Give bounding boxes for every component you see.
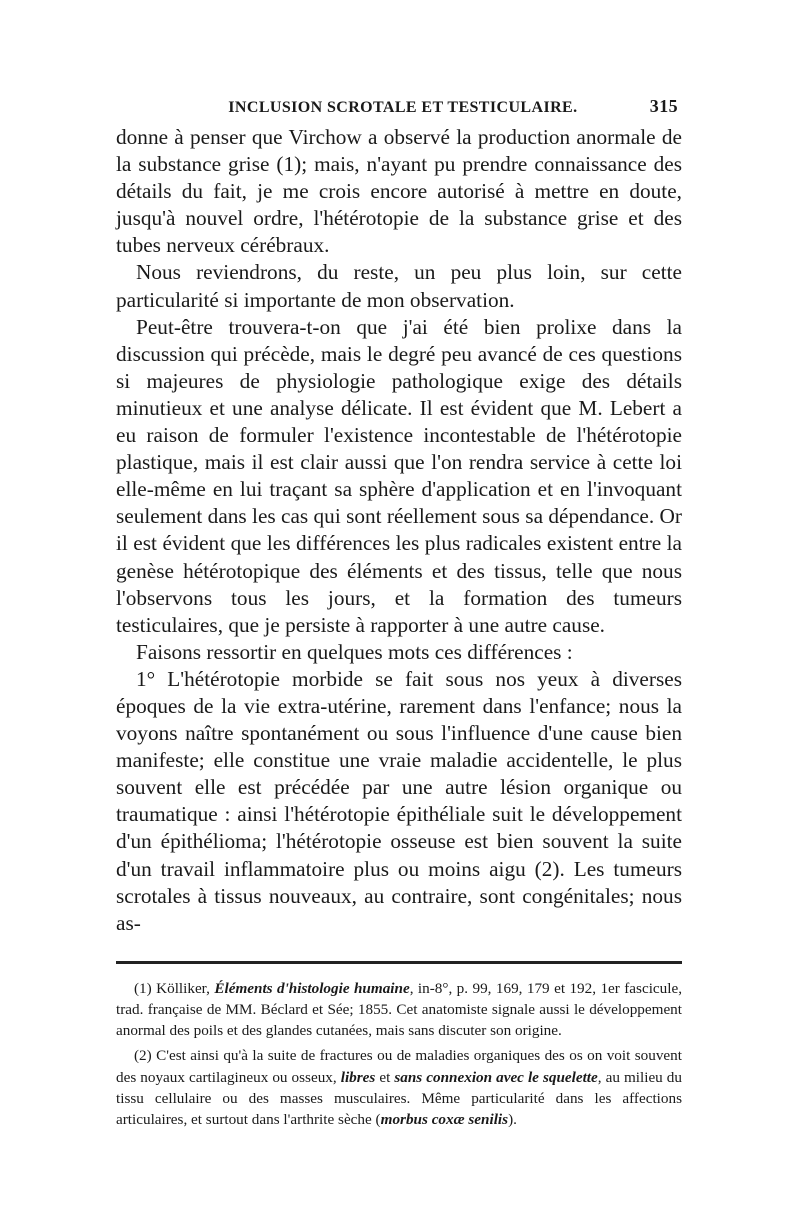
paragraph: Peut-être trouvera-t-on que j'ai été bien prolixe dans la discussion qui précède, mais le degré peu avancé de ces questions si majeures de physiologie pathologique exige des détails minutieux et une analyse délicate. Il est évident que M. Lebert a eu raison de formuler l'existence incontestable de l'hétérotopie plastique, mais il est clair aussi que l'on rendra service à cette loi elle-même en lui traçant sa sphère d'application et en l'invoquant seulement dans les cas qui sont réellement sous sa dépendance. Or il est évident que les différences les plus radicales existent entre la genèse hétérotopique des éléments et des tissus, telle que nous l'observons tous les jours, et la formation des tumeurs testiculaires, que je persiste à rapporter à une autre cause. [116,314,682,637]
page-header [116,96,682,122]
paragraph: Nous reviendrons, du reste, un peu plus loin, sur cette particularité si importante de mon observation. [116,260,682,312]
footnote-2-part: , au milieu du tissu cellulaire ou des masses musculaires. Même particularité dans les affections articulaires, et surtout dans l'arthrite sèche ( [116,1068,682,1129]
footnote-divider [116,961,682,964]
footnote-1-title: Éléments d'histologie humaine [214,979,410,997]
paragraph: Faisons ressortir en quelques mots ces différences : [136,639,573,664]
footnote-1-part: , in-8°, p. 99, 169, 179 et 192, 1er fascicule, trad. française de MM. Béclard et Sée; 1855. Cet anatomiste signale aussi le développement anormal des poils et des glandes cutanées, mais sans discuter son origine. [116,979,683,1040]
page-number: 315 [649,96,678,116]
footnote-2-italic: libres [340,1068,376,1086]
footnote-2-part: et [375,1068,395,1086]
book-page [116,96,682,1134]
running-title: INCLUSION SCROTALE ET TESTICULAIRE. [228,99,578,116]
footnote-1 [116,978,682,1042]
footnote-2-italic: sans connexion avec le squelette [394,1068,598,1086]
footnote-2-italic: morbus coxæ senilis [380,1111,509,1129]
paragraph: donne à penser que Virchow a observé la production anormale de la substance grise (1); mais, n'ayant pu prendre connaissance des détails du fait, je me crois encore autorisé à mettre en doute, jusqu'à nouvel ordre, l'hétérotopie de la substance grise et des tubes nerveux cérébraux. [116,125,682,258]
paragraph: 1° L'hétérotopie morbide se fait sous nos yeux à diverses époques de la vie extra-utérine, rarement dans l'enfance; nous la voyons naître spontanément ou sous l'influence d'une cause bien manifeste; elle constitue une vraie maladie accidentelle, le plus souvent elle est précédée par une autre lésion organique ou traumatique : ainsi l'hétérotopie épithéliale suit le développement d'un épithélioma; l'hétérotopie osseuse est bien souvent la suite d'un travail inflammatoire plus ou moins aigu (2). Les tumeurs scrotales à tissus nouveaux, au contraire, sont congénitales; nous as- [116,666,682,935]
main-text [116,124,682,937]
footnote-2-part: ). [508,1111,517,1129]
footnote-2 [116,1045,682,1130]
footnotes [116,978,682,1130]
footnote-2-part: (2) C'est ainsi qu'à la suite de fractures ou de maladies organiques des os on voit souvent des noyaux cartilagineux ou osseux, [116,1047,682,1086]
footnote-1-part: (1) Kölliker, [134,979,215,997]
